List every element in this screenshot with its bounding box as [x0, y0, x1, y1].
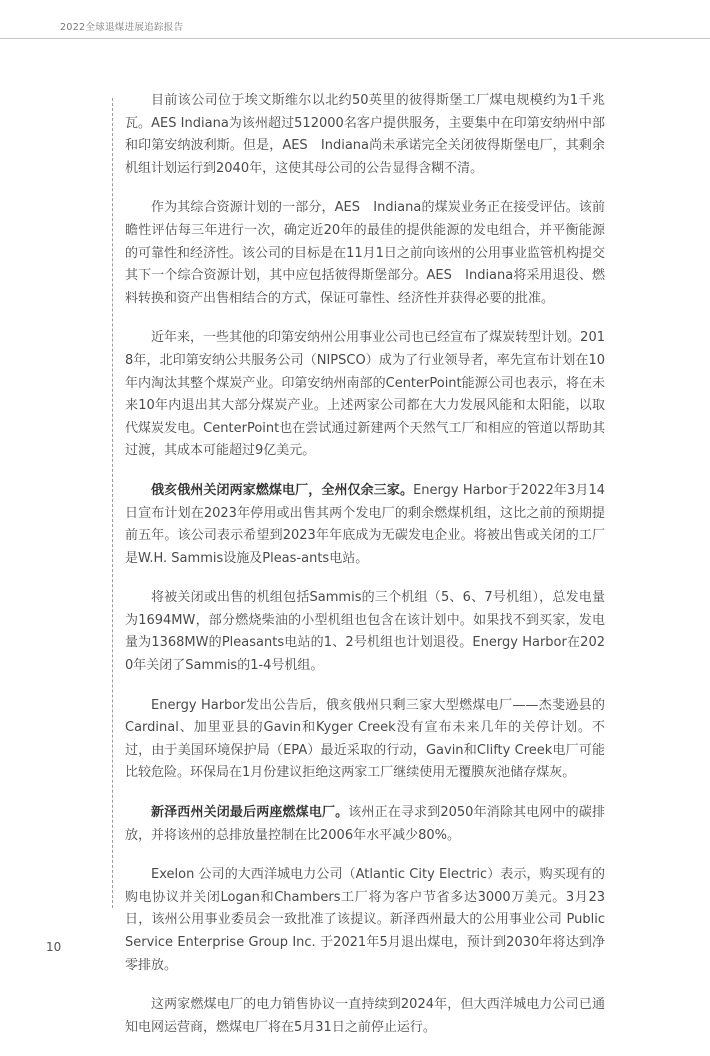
margin-dashed-line — [112, 98, 113, 908]
page-header — [0, 0, 710, 40]
paragraph-lead: 新泽西州关闭最后两座燃煤电厂。 — [151, 805, 349, 821]
paragraph-text: 近年来，一些其他的印第安纳州公用事业公司也已经宣布了煤炭转型计划。2018年，北印第安纳公共服务公司（NIPSCO）成为了行业领导者，率先宣布计划在10年内淘汰其整个煤炭产业。印第安纳州南部的CenterPoint能源公司也表示，将在未来10年内退出其大部分煤炭产业。上述两家公司都在大力发展风能和太阳能，以取代煤炭发电。CenterPoint也在尝试通过新建两个天然气工厂和相应的管道以帮助其过渡，其成本可能超过9亿美元。 — [125, 330, 605, 459]
page-number: 10 — [46, 940, 62, 954]
paragraph-text: Exelon 公司的大西洋城电力公司（Atlantic City Electric）表示，购买现有的购电协议并关闭Logan和Chambers工厂将为客户节省多达3000万美元。3月23日，该州公用事业委员会一致批准了该提议。新泽西州最大的公用事业公司 Public Service Enterprise Group Inc. 于2021年5月退出煤电，预计到2030年将达到净零排放。 — [125, 867, 605, 973]
article-body — [125, 90, 605, 1056]
paragraph-5 — [125, 587, 605, 677]
paragraph-3 — [125, 327, 605, 463]
paragraph-7 — [125, 802, 605, 847]
paragraph-text: 这两家燃煤电厂的电力销售协议一直持续到2024年，但大西洋城电力公司已通知电网运营商，燃煤电厂将在5月31日之前停止运行。 — [125, 997, 605, 1035]
paragraph-text: 该州正在寻求到2050年消除其电网中的碳排放，并将该州的总排放量控制在比2006年水平减少80%。 — [125, 805, 605, 843]
paragraph-text: 作为其综合资源计划的一部分，AES Indiana的煤炭业务正在接受评估。该前瞻性评估每三年进行一次，确定近20年的最佳的提供能源的发电组合，并平衡能源的可靠性和经济性。该公司的目标是在11月1日之前向该州的公用事业监管机构提交其下一个综合资源计划，其中应包括彼得斯堡部分。AES Indiana将采用退役、燃料转换和资产出售相结合的方式，保证可靠性、经济性并获得必要的批准。 — [125, 200, 605, 306]
paragraph-2 — [125, 197, 605, 310]
paragraph-6 — [125, 695, 605, 785]
paragraph-4 — [125, 480, 605, 570]
report-title: 2022全球退煤进展追踪报告 — [60, 22, 184, 33]
header-divider — [0, 38, 710, 39]
paragraph-8 — [125, 864, 605, 977]
paragraph-text: Energy Harbor于2022年3月14日宣布计划在2023年停用或出售其两个发电厂的剩余燃煤机组，这比之前的预期提前五年。该公司表示希望到2023年年底成为无碳发电企业。将被出售或关闭的工厂是W.H. Sammis设施及Pleas-ants电站。 — [125, 482, 605, 566]
paragraph-text: 目前该公司位于埃文斯维尔以北约50英里的彼得斯堡工厂煤电规模约为1千兆瓦。AES Indiana为该州超过512000名客户提供服务，主要集中在印第安纳州中部和印第安纳波利斯。但是，AES Indiana尚未承诺完全关闭彼得斯堡电厂，其剩余机组计划运行到2040年，这使其母公司的公告显得含糊不清。 — [125, 93, 605, 176]
paragraph-text: Energy Harbor发出公告后，俄亥俄州只剩三家大型燃煤电厂——杰斐逊县的Cardinal、加里亚县的Gavin和Kyger Creek没有宣布未来几年的关停计划。不过，由于美国环境保护局（EPA）最近采取的行动，Gavin和Clifty Creek电厂可能比较危险。环保局在1月份建议拒绝这两家工厂继续使用无覆膜灰池储存煤灰。 — [125, 697, 605, 781]
paragraph-9 — [125, 994, 605, 1039]
paragraph-lead: 俄亥俄州关闭两家燃煤电厂，全州仅余三家。 — [151, 482, 414, 498]
paragraph-text: 将被关闭或出售的机组包括Sammis的三个机组（5、6、7号机组），总发电量为1694MW，部分燃烧柴油的小型机组也包含在该计划中。如果找不到买家，发电量为1368MW的Pleasants电站的1、2号机组也计划退役。Energy Harbor在2020年关闭了Sammis的1-4号机组。 — [125, 590, 605, 674]
paragraph-1 — [125, 90, 605, 180]
